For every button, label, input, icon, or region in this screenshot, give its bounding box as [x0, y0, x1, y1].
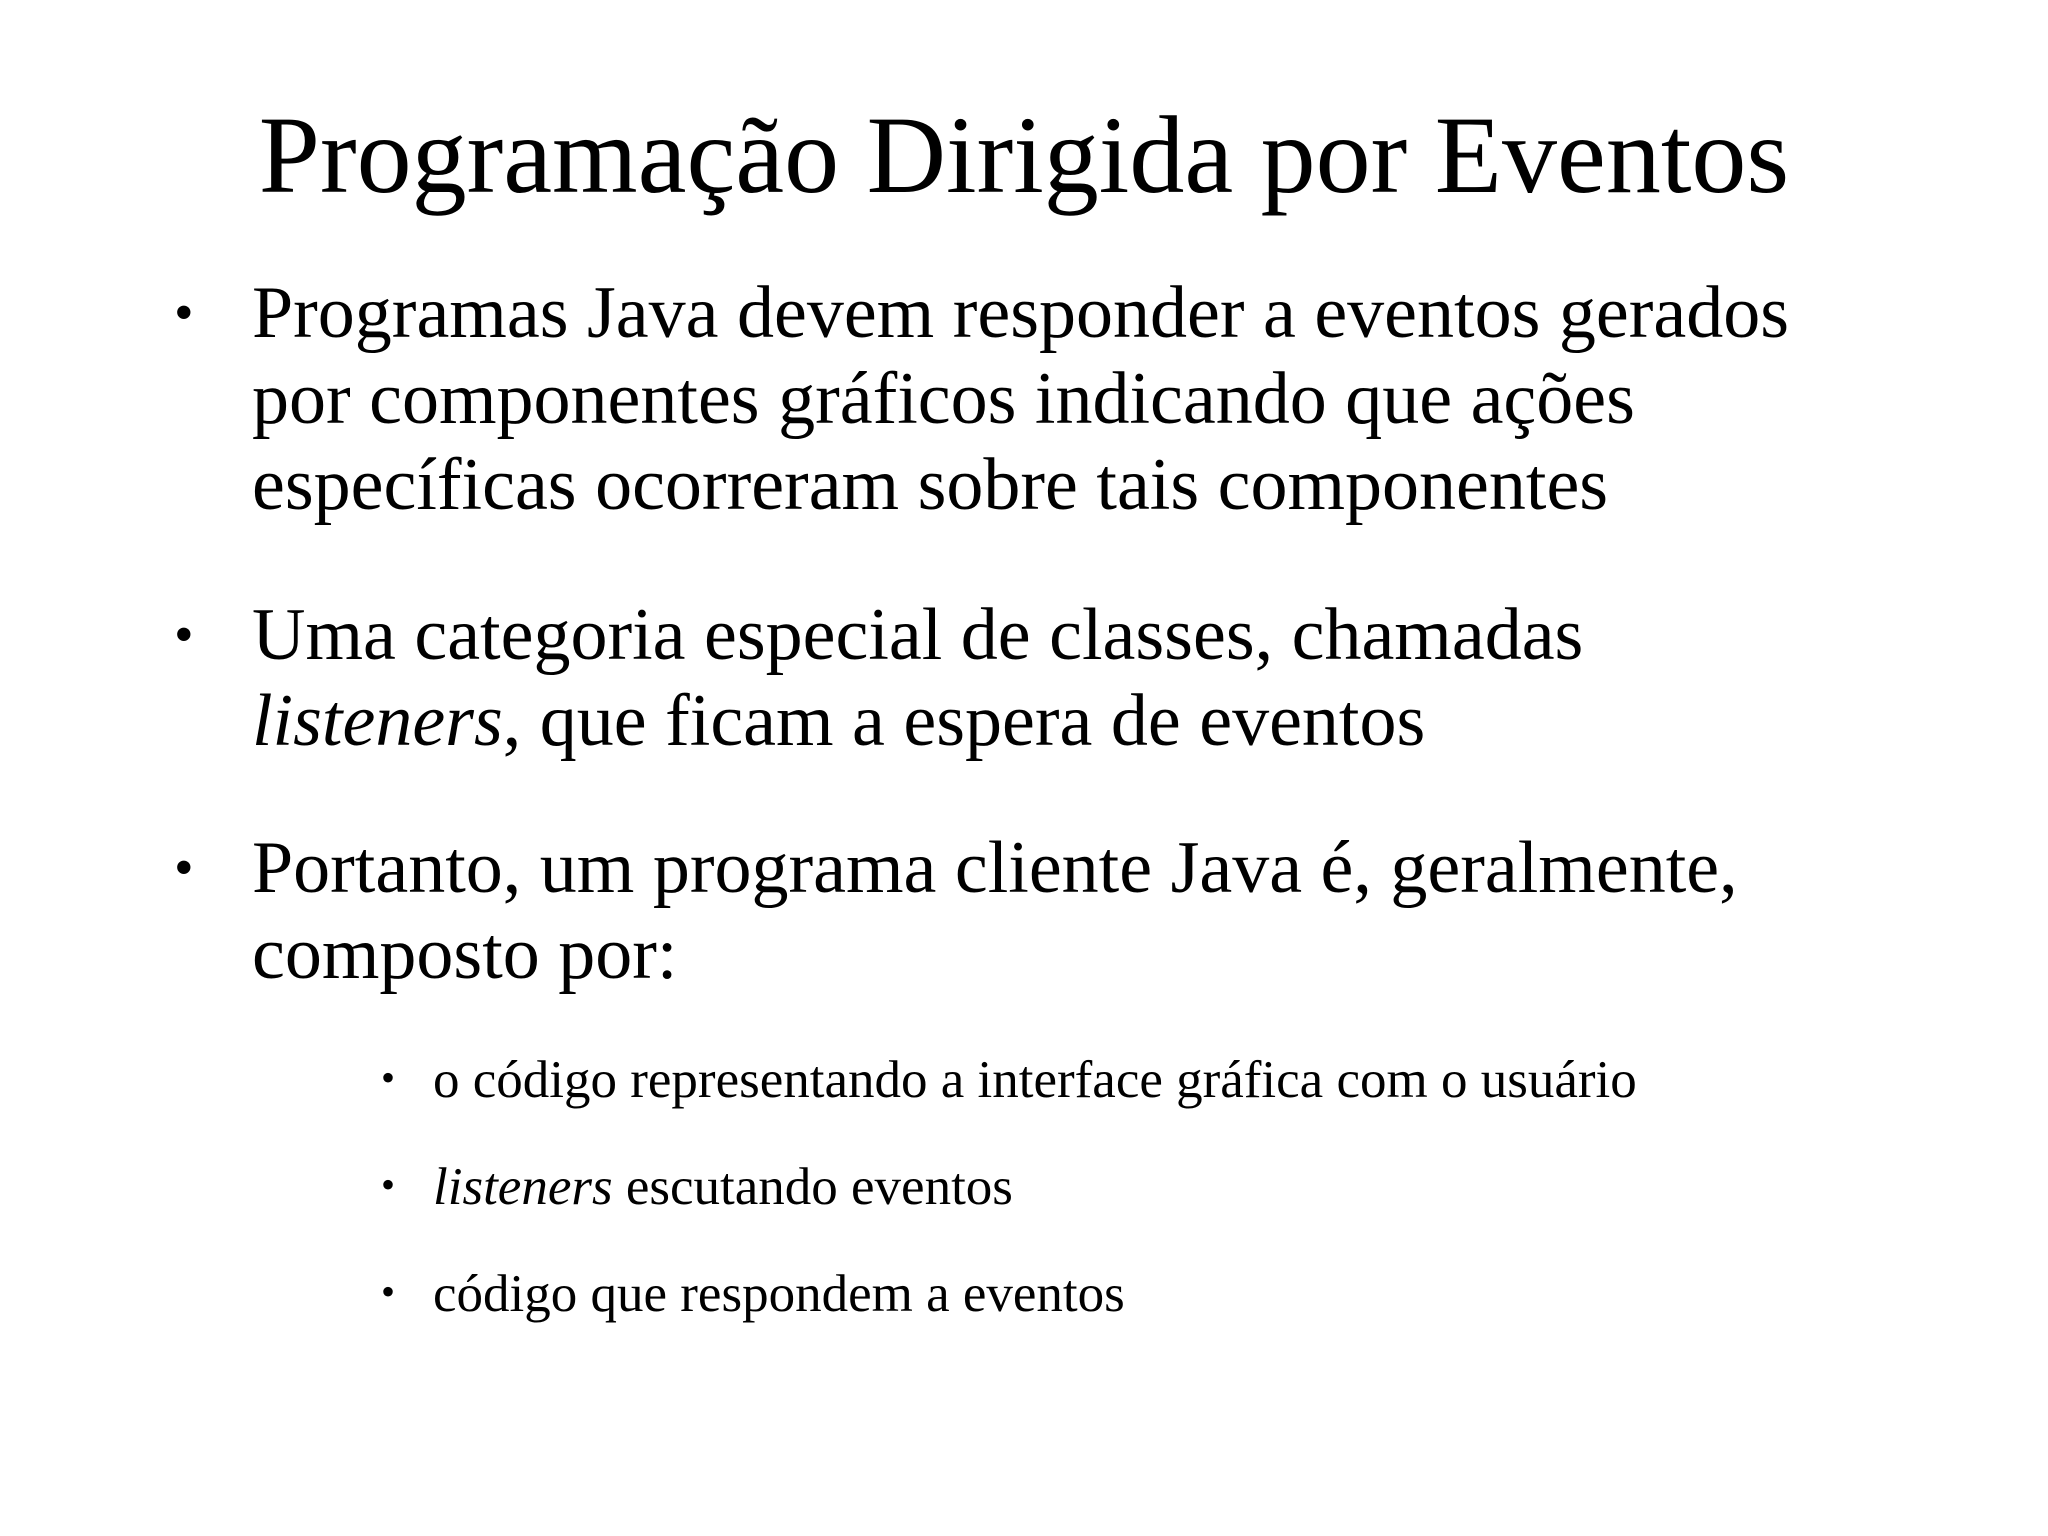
listeners-term: listeners [252, 680, 503, 762]
bullet-3-line-2: composto por: [252, 913, 678, 995]
bullet-marker: • [174, 604, 194, 666]
bullet-2-line-2 [252, 678, 1972, 764]
sub-bullet-marker: • [381, 1162, 396, 1207]
sub-bullet-2-rest: escutando eventos [612, 1158, 1013, 1216]
sub-bullet-item-2 [381, 1155, 1993, 1219]
sub-bullet-marker: • [381, 1269, 396, 1314]
bullet-item-2 [174, 592, 1972, 764]
sub-bullet-item-3 [381, 1262, 1993, 1326]
bullet-item-3 [174, 825, 1972, 997]
sub-bullet-item-1 [381, 1048, 1993, 1112]
bullet-item-1 [174, 270, 1972, 528]
sub-bullet-marker: • [381, 1055, 396, 1100]
bullet-1-line-3: específicas ocorreram sobre tais componentes [252, 444, 1609, 526]
bullet-1-line-1: Programas Java devem responder a eventos gerados [252, 272, 1790, 354]
bullet-2-line-1: Uma categoria especial de classes, chamadas [252, 594, 1584, 676]
sub-bullet-3-text: código que respondem a eventos [433, 1265, 1125, 1323]
bullet-marker: • [174, 837, 194, 899]
listeners-term: listeners [433, 1158, 613, 1216]
bullet-3-line-1: Portanto, um programa cliente Java é, geralmente, [252, 827, 1738, 909]
sub-bullet-1-text: o código representando a interface gráfica com o usuário [433, 1051, 1637, 1109]
bullet-marker: • [174, 282, 194, 344]
bullet-1-line-2: por componentes gráficos indicando que ações [252, 358, 1635, 440]
sub-bullet-2-text [433, 1155, 1993, 1219]
bullet-2-line-2-rest: , que ficam a espera de eventos [502, 680, 1426, 762]
slide-title: Programação Dirigida por Eventos [258, 94, 1790, 216]
